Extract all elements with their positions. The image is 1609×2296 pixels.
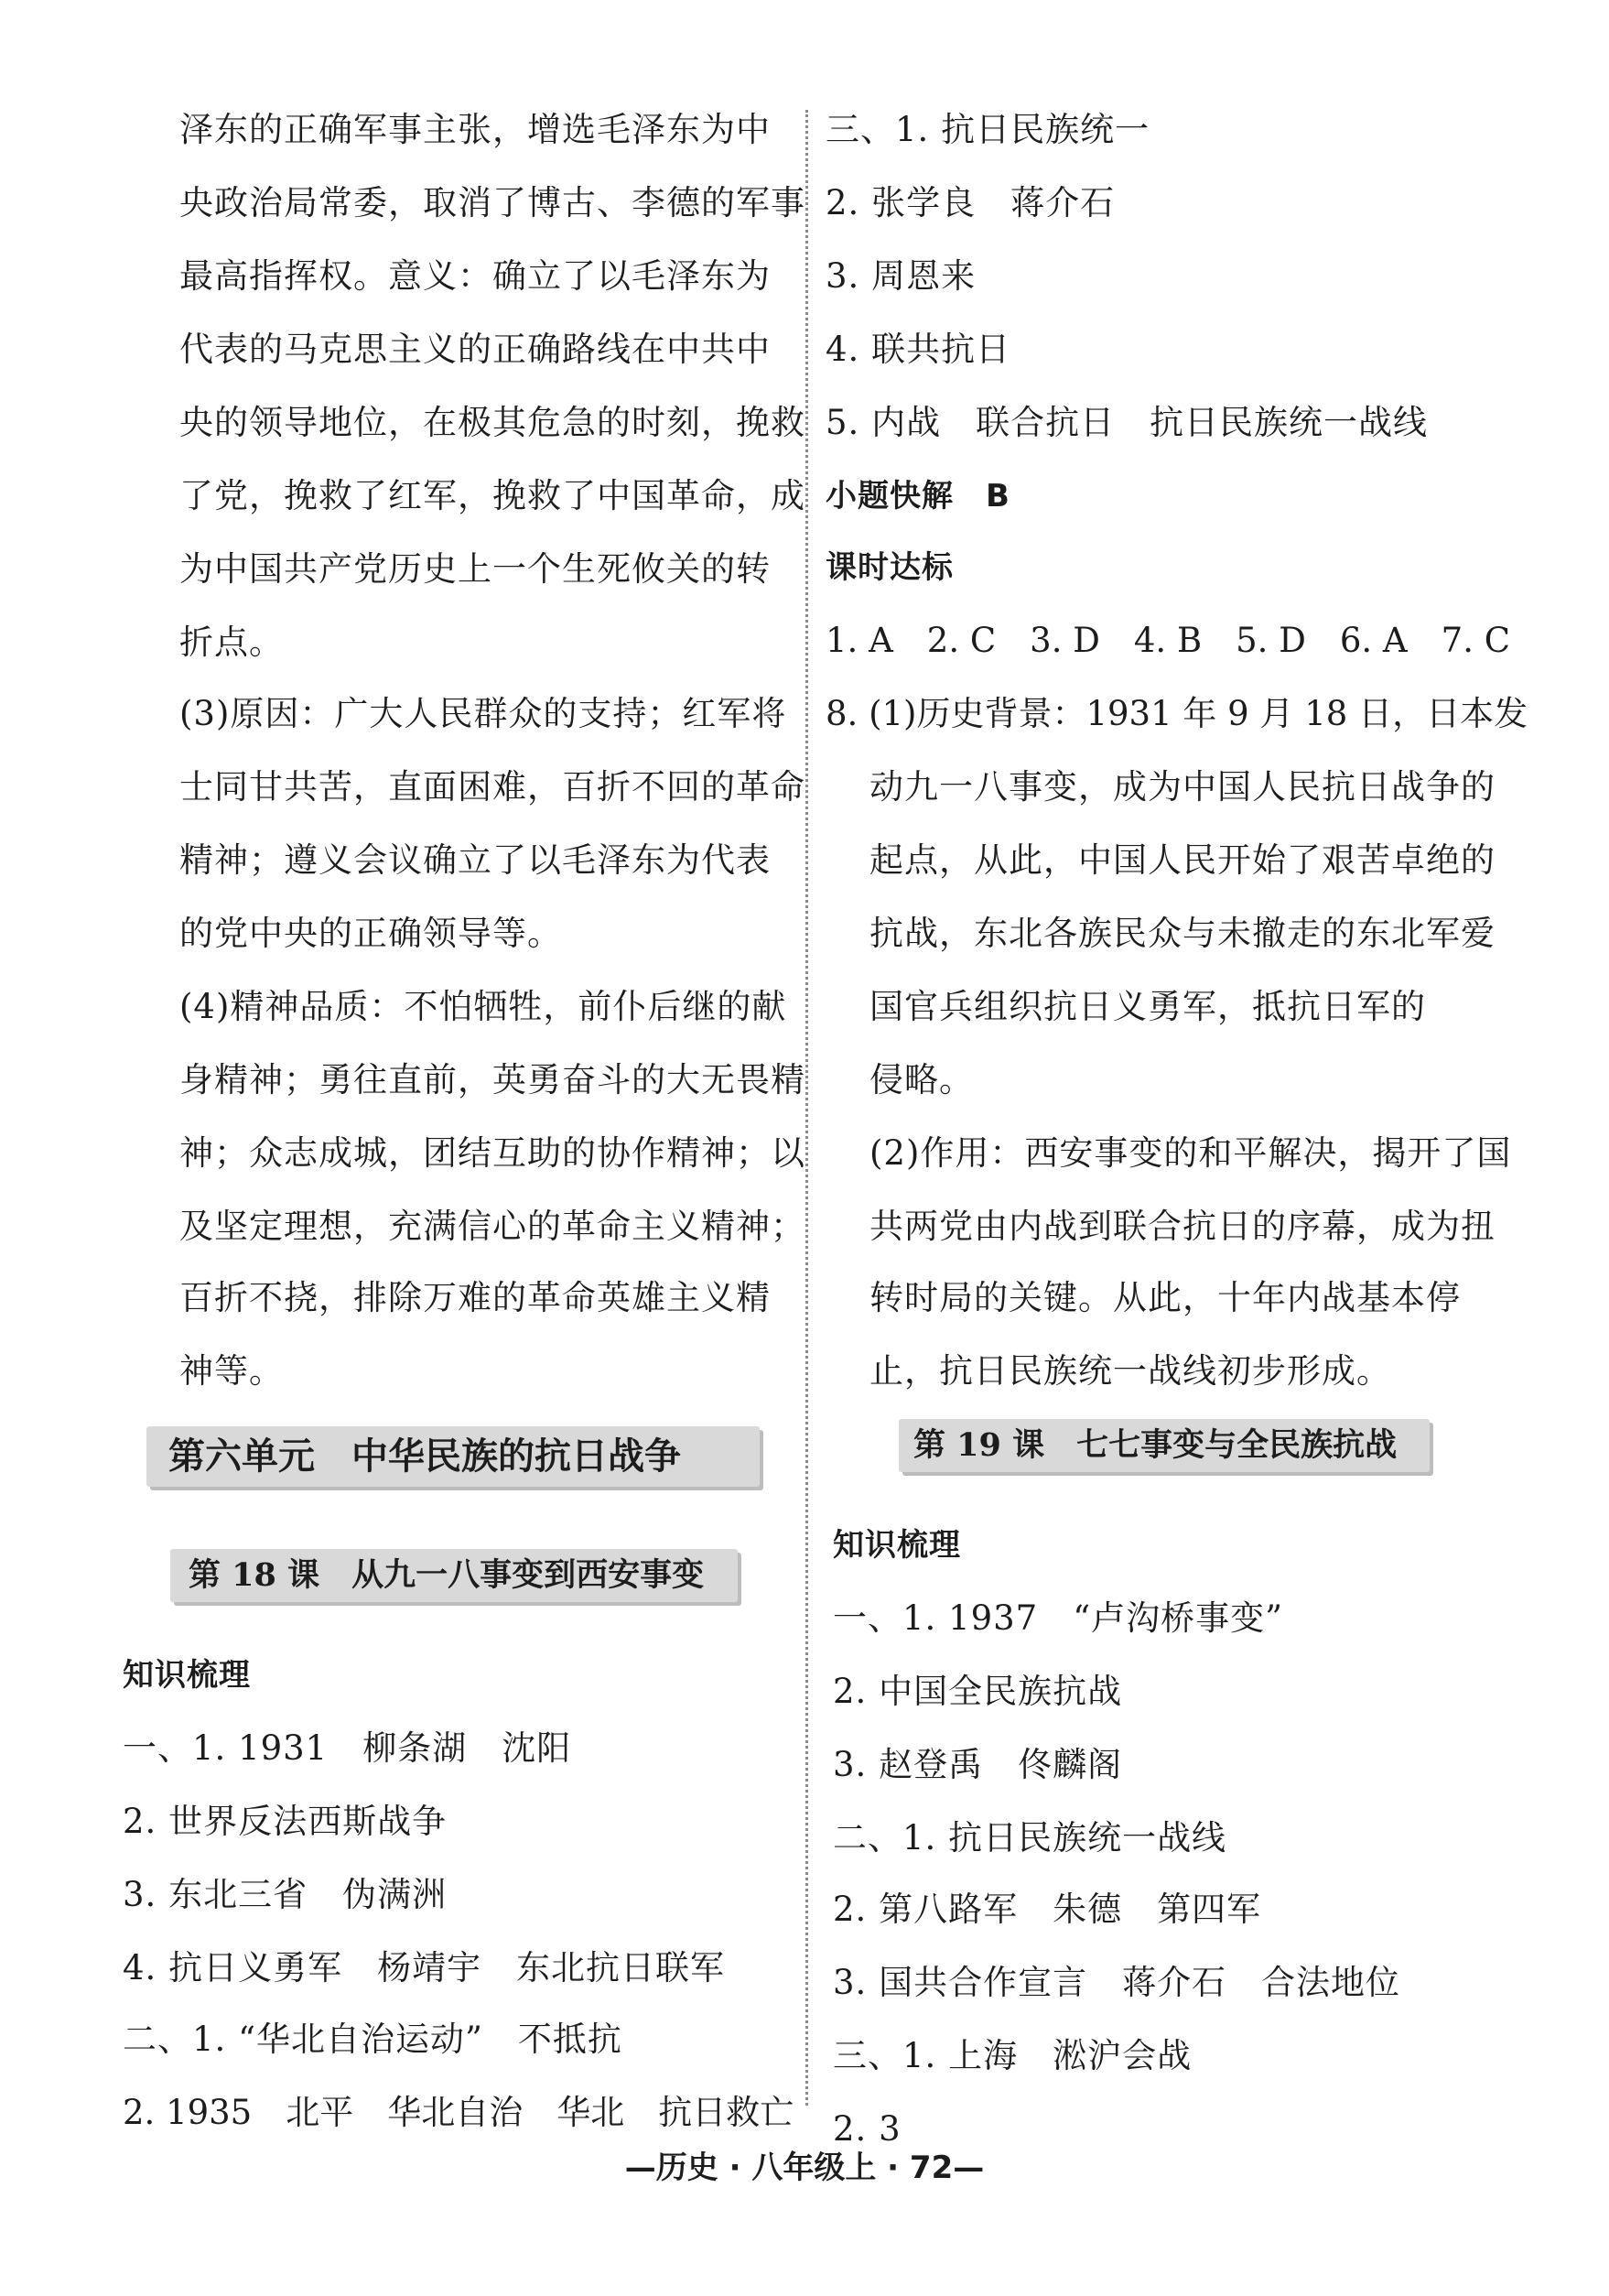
text-line: 二、1. “华北自治运动” 不抵抗	[123, 2020, 622, 2059]
text-line: 起点，从此，中国人民开始了艰苦卓绝的	[869, 840, 1496, 880]
text-line: 代表的马克思主义的正确路线在中共中	[179, 330, 771, 369]
unit-title: 第六单元 中华民族的抗日战争	[168, 1435, 681, 1478]
text-line: 了党，挽救了红军，挽救了中国革命，成	[179, 476, 805, 515]
lesson18-title-banner	[170, 1549, 738, 1602]
text-line: (3)原因：广大人民群众的支持；红军将	[179, 694, 787, 733]
text-line: 8. (1)历史背景：1931 年 9 月 18 日，日本发	[826, 694, 1528, 733]
text-line: 止，抗日民族统一战线初步形成。	[869, 1351, 1391, 1391]
section-heading: 知识梳理	[833, 1527, 961, 1564]
text-line: 央政治局常委，取消了博古、李德的军事	[179, 183, 805, 222]
section-heading: 知识梳理	[123, 1657, 251, 1694]
text-line: 2. 世界反法西斯战争	[123, 1802, 448, 1841]
page-footer: —历史 · 八年级上 · 72—	[624, 2150, 985, 2186]
text-line: 一、1. 1931 柳条湖 沈阳	[123, 1728, 572, 1768]
text-line: 一、1. 1937 “卢沟桥事变”	[833, 1598, 1284, 1638]
text-line: 精神；遵义会议确立了以毛泽东为代表	[179, 840, 771, 880]
text-line: 5. 内战 联合抗日 抗日民族统一战线	[826, 403, 1429, 442]
text-line: 2. 1935 北平 华北自治 华北 抗日救亡	[123, 2093, 794, 2132]
text-line: 二、1. 抗日民族统一战线	[833, 1818, 1227, 1857]
text-line: 百折不挠，排除万难的革命英雄主义精	[179, 1278, 771, 1317]
text-line: 抗战，东北各族民众与未撤走的东北军爱	[869, 914, 1496, 953]
text-line: (2)作用：西安事变的和平解决，揭开了国	[869, 1133, 1512, 1173]
text-line: 4. 抗日义勇军 杨靖宇 东北抗日联军	[123, 1948, 726, 1987]
text-line: 及坚定理想，充满信心的革命主义精神；	[179, 1207, 805, 1246]
text-line: 3. 赵登禹 佟麟阁	[833, 1745, 1123, 1784]
text-line: 2. 中国全民族抗战	[833, 1672, 1123, 1711]
text-line: 3. 国共合作宣言 蒋介石 合法地位	[833, 1963, 1401, 2002]
text-line: 为中国共产党历史上一个生死攸关的转	[179, 549, 771, 589]
text-line: 共两党由内战到联合抗日的序幕，成为扭	[869, 1207, 1496, 1246]
quick-answer-heading: 小题快解 B	[826, 478, 1010, 514]
text-line: 央的领导地位，在极其危急的时刻，挽救	[179, 403, 805, 442]
text-line: 3. 周恩来	[826, 256, 977, 296]
lesson19-title: 第 19 课 七七事变与全民族抗战	[913, 1426, 1398, 1464]
text-line: 2. 第八路军 朱德 第四军	[833, 1890, 1262, 1929]
text-line: 4. 联共抗日	[826, 330, 1011, 369]
lesson18-title: 第 18 课 从九一八事变到西安事变	[189, 1556, 705, 1594]
text-line: 2. 3	[833, 2109, 902, 2149]
text-line: 3. 东北三省 伪满洲	[123, 1875, 448, 1914]
text-line: 泽东的正确军事主张，增选毛泽东为中	[179, 110, 771, 149]
text-line: 2. 张学良 蒋介石	[826, 183, 1116, 222]
text-line: 士同甘共苦，直面困难，百折不回的革命	[179, 767, 805, 807]
text-line: 国官兵组织抗日义勇军，抵抗日军的	[869, 987, 1426, 1026]
text-line: 神等。	[179, 1351, 284, 1391]
text-line: 侵略。	[869, 1060, 974, 1099]
text-line: 最高指挥权。意义：确立了以毛泽东为	[179, 256, 771, 296]
text-line: 折点。	[179, 623, 284, 662]
text-line: 动九一八事变，成为中国人民抗日战争的	[869, 767, 1496, 807]
text-line: 三、1. 上海 淞沪会战	[833, 2036, 1193, 2075]
unit-title-banner	[146, 1426, 760, 1487]
text-line: 的党中央的正确领导等。	[179, 914, 562, 953]
column-divider	[805, 110, 808, 2106]
text-line: 三、1. 抗日民族统一	[826, 110, 1150, 149]
text-line: 身精神；勇往直前，英勇奋斗的大无畏精	[179, 1060, 805, 1099]
section-heading: 课时达标	[826, 549, 954, 586]
text-line: 神；众志成城，团结互助的协作精神；以	[179, 1133, 805, 1173]
text-line: 转时局的关键。从此，十年内战基本停	[869, 1278, 1461, 1317]
text-line: 1. A 2. C 3. D 4. B 5. D 6. A 7. C	[826, 621, 1511, 660]
text-line: (4)精神品质：不怕牺牲，前仆后继的献	[179, 987, 787, 1026]
lesson19-title-banner	[899, 1419, 1430, 1472]
